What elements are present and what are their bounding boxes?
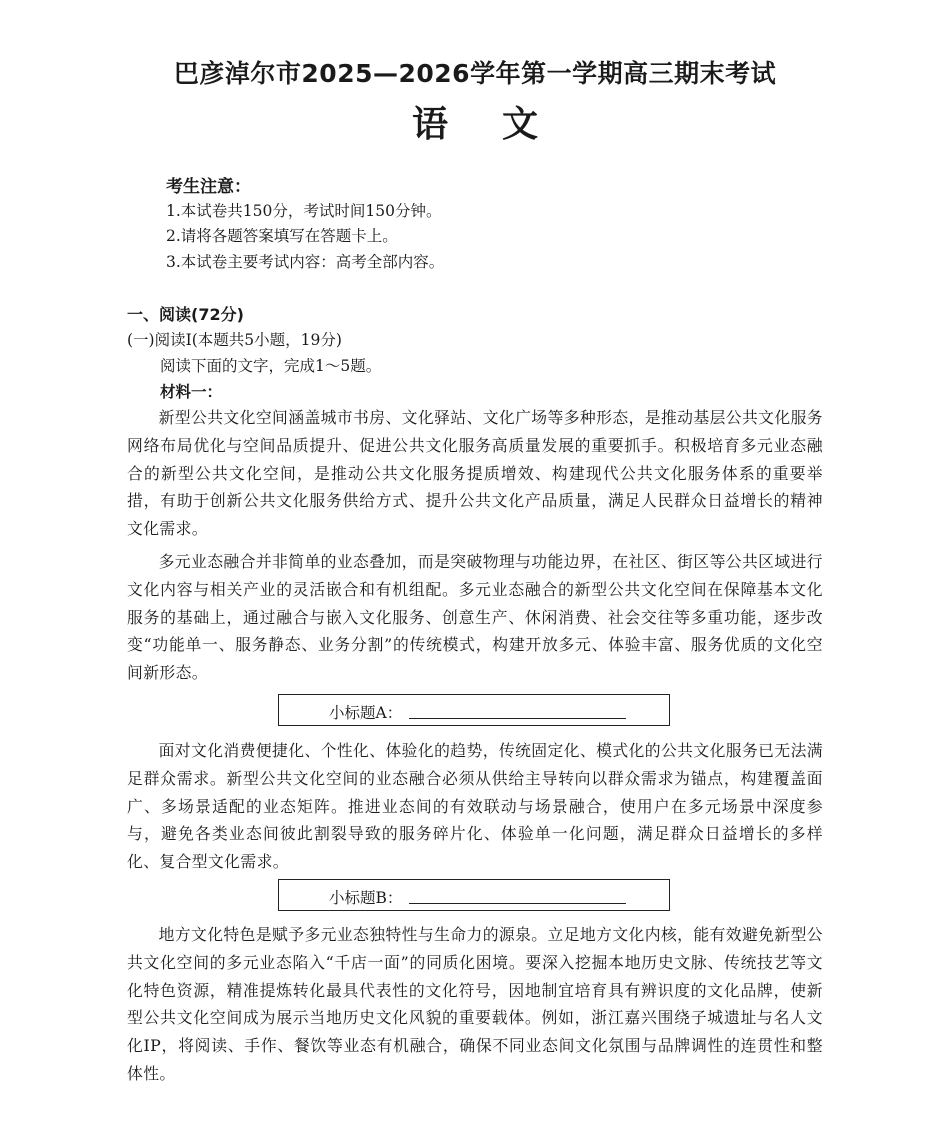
exam-title: 巴彦淖尔市2025—2026学年第一学期高三期末考试 — [173, 59, 777, 88]
instruction: 阅读下面的文字，完成1～5题。 — [160, 357, 382, 375]
subheading-b-box — [278, 879, 670, 911]
paragraph: 地方文化特色是赋予多元业态独特性与生命力的源泉。立足地方文化内核，能有效避免新型公共文化空间的多元业态陷入“千店一面”的同质化困境。要深入挖掘本地历史文脉、传统技艺等文化特色资源，精准提炼转化最具代表性的文化符号，因地制宜培育具有辨识度的文化品牌，使新型公共文化空间成为展示当地历史文化风貌的重要载体。例如，浙江嘉兴围绕子城遗址与名人文化IP，将阅读、手作、餐饮等业态有机融合，确保不同业态间文化氛围与品牌调性的连贯性和整体性。 — [127, 925, 823, 1083]
notice-item: 2.请将各题答案填写在答题卡上。 — [166, 227, 398, 245]
notice-heading: 考生注意： — [166, 177, 251, 197]
section-title: 一、阅读(72分) — [127, 305, 244, 324]
notice-item: 1.本试卷共150分，考试时间150分钟。 — [166, 202, 442, 220]
section-subtitle: (一)阅读Ⅰ(本题共5小题，19分) — [127, 331, 342, 349]
notice-item: 3.本试卷主要考试内容：高考全部内容。 — [166, 253, 445, 271]
subheading-b-blank — [409, 903, 626, 904]
subject-title: 语文 — [411, 104, 592, 145]
subheading-b-label: 小标题B： — [329, 889, 403, 907]
subheading-a-label: 小标题A： — [329, 704, 403, 722]
subheading-a-box — [278, 694, 670, 726]
paragraph: 面对文化消费便捷化、个性化、体验化的趋势，传统固定化、模式化的公共文化服务已无法满足群众需求。新型公共文化空间的业态融合必须从供给主导转向以群众需求为锚点，构建覆盖面广、多场景适配的业态矩阵。推进业态间的有效联动与场景融合，使用户在多元场景中深度参与，避免各类业态间彼此割裂导致的服务碎片化、体验单一化问题，满足群众日益增长的多样化、复合型文化需求。 — [127, 741, 823, 872]
paragraph: 新型公共文化空间涵盖城市书房、文化驿站、文化广场等多种形态，是推动基层公共文化服务网络布局优化与空间品质提升、促进公共文化服务高质量发展的重要抓手。积极培育多元业态融合的新型公共文化空间，是推动公共文化服务提质增效、构建现代公共文化服务体系的重要举措，有助于创新公共文化服务供给方式、提升公共文化产品质量，满足人民群众日益增长的精神文化需求。 — [127, 408, 823, 539]
subheading-a-blank — [409, 718, 626, 719]
paragraph: 多元业态融合并非简单的业态叠加，而是突破物理与功能边界，在社区、街区等公共区域进行文化内容与相关产业的灵活嵌合和有机组配。多元业态融合的新型公共文化空间在保障基本文化服务的基础上，通过融合与嵌入文化服务、创意生产、休闲消费、社会交往等多重功能，逐步改变“功能单一、服务静态、业务分割”的传统模式，构建开放多元、体验丰富、服务优质的文化空间新形态。 — [127, 552, 823, 683]
material-label: 材料一： — [160, 383, 223, 401]
